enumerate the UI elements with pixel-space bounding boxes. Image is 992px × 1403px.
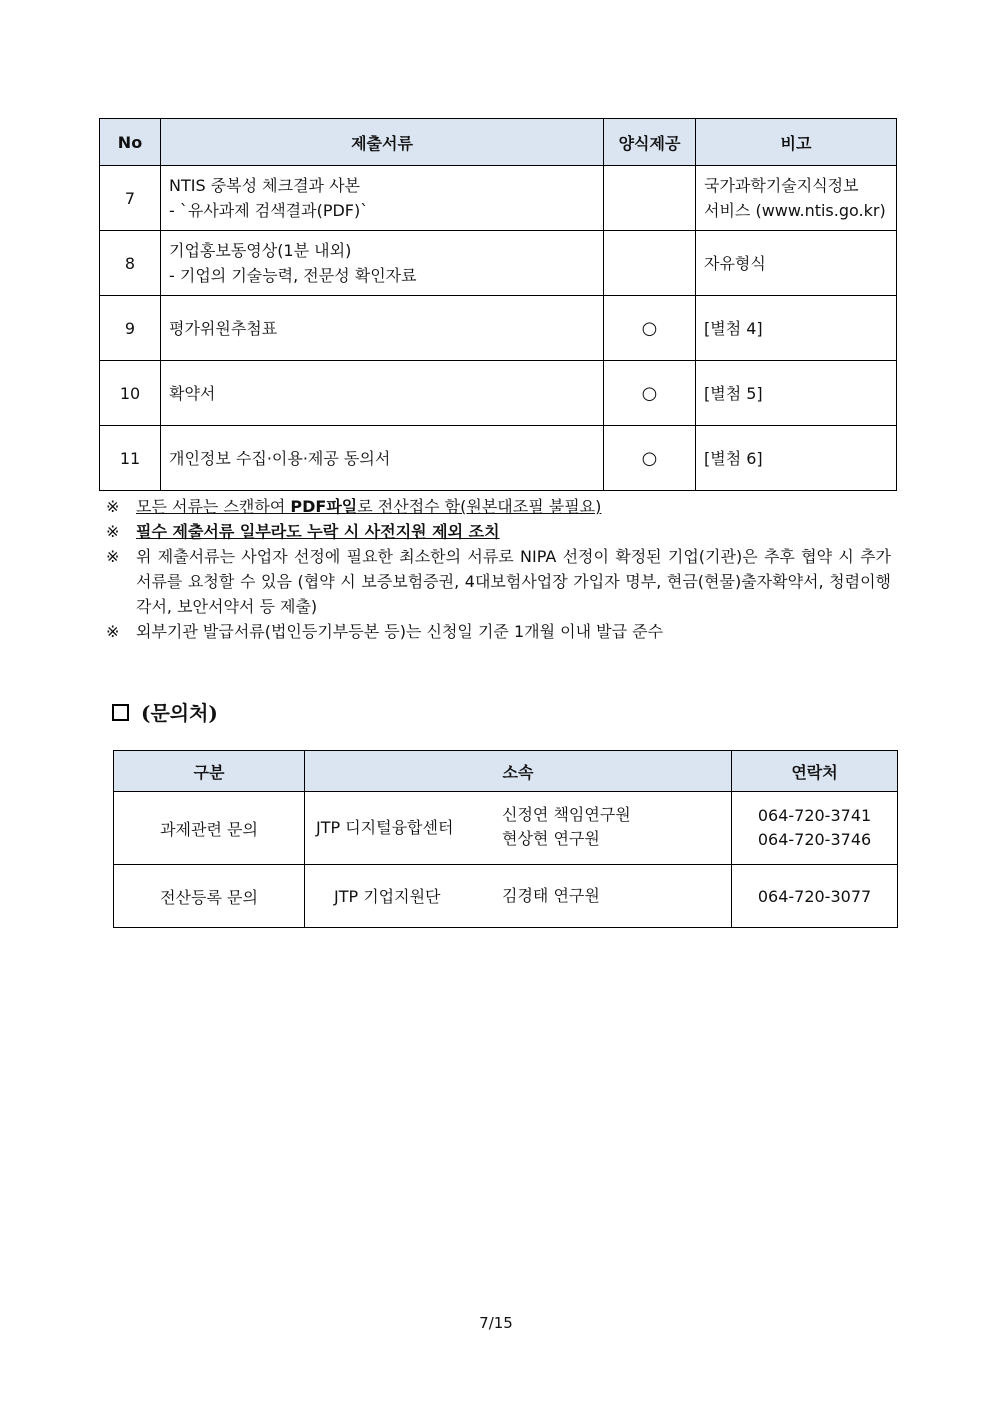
document-detail: - 기업의 기술능력, 전문성 확인자료 bbox=[169, 266, 417, 285]
header-no: No bbox=[100, 119, 161, 166]
notes-section bbox=[106, 494, 891, 644]
header-phone: 연락처 bbox=[732, 751, 898, 792]
row-no: 7 bbox=[100, 166, 161, 231]
header-type: 구분 bbox=[114, 751, 305, 792]
row-document bbox=[161, 231, 604, 296]
header-documents: 제출서류 bbox=[161, 119, 604, 166]
table-row bbox=[100, 426, 897, 491]
table-row bbox=[100, 231, 897, 296]
row-no: 9 bbox=[100, 296, 161, 361]
contact-person: 신정연 책임연구원 bbox=[502, 805, 631, 824]
row-document: 확약서 bbox=[161, 361, 604, 426]
organization: JTP 디지털융합센터 bbox=[316, 818, 454, 837]
note-item bbox=[106, 619, 891, 644]
table-row bbox=[100, 166, 897, 231]
document-title: 기업홍보동영상(1분 내외) bbox=[169, 241, 352, 260]
contact-title-text: (문의처) bbox=[141, 701, 218, 725]
note-item bbox=[106, 544, 891, 619]
note-item bbox=[106, 494, 891, 519]
row-remark: [별첨 5] bbox=[696, 361, 897, 426]
table-row bbox=[100, 361, 897, 426]
note-text: 모든 서류는 스캔하여 bbox=[136, 497, 291, 516]
contact-phone bbox=[732, 792, 898, 865]
contact-person: 김경태 연구원 bbox=[502, 886, 600, 905]
note-text: 외부기관 발급서류(법인등기부등본 등)는 신청일 기준 1개월 이내 발급 준수 bbox=[136, 622, 664, 641]
contact-affiliation bbox=[305, 792, 732, 865]
phone-number: 064-720-3746 bbox=[757, 830, 872, 849]
contact-phone bbox=[732, 865, 898, 928]
row-form: ○ bbox=[604, 361, 696, 426]
reference-mark: ※ bbox=[106, 622, 120, 641]
table-header-row bbox=[114, 751, 898, 792]
reference-mark: ※ bbox=[106, 497, 120, 516]
row-no: 11 bbox=[100, 426, 161, 491]
table-row bbox=[100, 296, 897, 361]
row-no: 10 bbox=[100, 361, 161, 426]
checkbox-square-icon bbox=[112, 704, 129, 721]
reference-mark: ※ bbox=[106, 522, 120, 541]
row-document: 평가위원추첨표 bbox=[161, 296, 604, 361]
contact-type: 과제관련 문의 bbox=[114, 792, 305, 865]
page-number: 7/15 bbox=[479, 1314, 513, 1332]
note-emphasis: PDF파일 bbox=[290, 497, 358, 516]
contact-table bbox=[113, 750, 898, 928]
row-no: 8 bbox=[100, 231, 161, 296]
contact-section-title bbox=[112, 697, 218, 726]
row-remark bbox=[696, 166, 897, 231]
note-text: 로 전산접수 함(원본대조필 불필요) bbox=[357, 497, 602, 516]
table-header-row bbox=[100, 119, 897, 166]
header-affiliation: 소속 bbox=[305, 751, 732, 792]
note-item bbox=[106, 519, 891, 544]
reference-mark: ※ bbox=[106, 547, 120, 566]
header-form-provided: 양식제공 bbox=[604, 119, 696, 166]
row-form bbox=[604, 231, 696, 296]
remark-line: 서비스 (www.ntis.go.kr) bbox=[704, 201, 886, 220]
document-detail: - `유사과제 검색결과(PDF)` bbox=[169, 201, 369, 220]
row-form: ○ bbox=[604, 296, 696, 361]
row-form: ○ bbox=[604, 426, 696, 491]
row-remark: 자유형식 bbox=[696, 231, 897, 296]
contact-type: 전산등록 문의 bbox=[114, 865, 305, 928]
phone-number: 064-720-3077 bbox=[757, 886, 872, 906]
phone-number: 064-720-3741 bbox=[757, 806, 872, 825]
note-text: 필수 제출서류 일부라도 누락 시 사전지원 제외 조치 bbox=[136, 522, 500, 541]
remark-line: 국가과학기술지식정보 bbox=[704, 176, 859, 195]
row-form bbox=[604, 166, 696, 231]
row-remark: [별첨 6] bbox=[696, 426, 897, 491]
row-document: 개인정보 수집·이용·제공 동의서 bbox=[161, 426, 604, 491]
table-row bbox=[114, 865, 898, 928]
documents-table bbox=[99, 118, 897, 491]
contact-person: 현상현 연구원 bbox=[502, 829, 600, 848]
document-title: NTIS 중복성 체크결과 사본 bbox=[169, 176, 360, 195]
row-document bbox=[161, 166, 604, 231]
table-row bbox=[114, 792, 898, 865]
organization: JTP 기업지원단 bbox=[334, 887, 441, 906]
row-remark: [별첨 4] bbox=[696, 296, 897, 361]
header-remarks: 비고 bbox=[696, 119, 897, 166]
note-text: 위 제출서류는 사업자 선정에 필요한 최소한의 서류로 NIPA 선정이 확정된 기업(기관)은 추후 협약 시 추가 서류를 요청할 수 있음 (협약 시 보증보험증권, 4대보험사업장 가입자 명부, 현금(현물)출자확약서, 청렴이행각서, 보안서약서 등 제출) bbox=[136, 547, 891, 616]
contact-affiliation bbox=[305, 865, 732, 928]
